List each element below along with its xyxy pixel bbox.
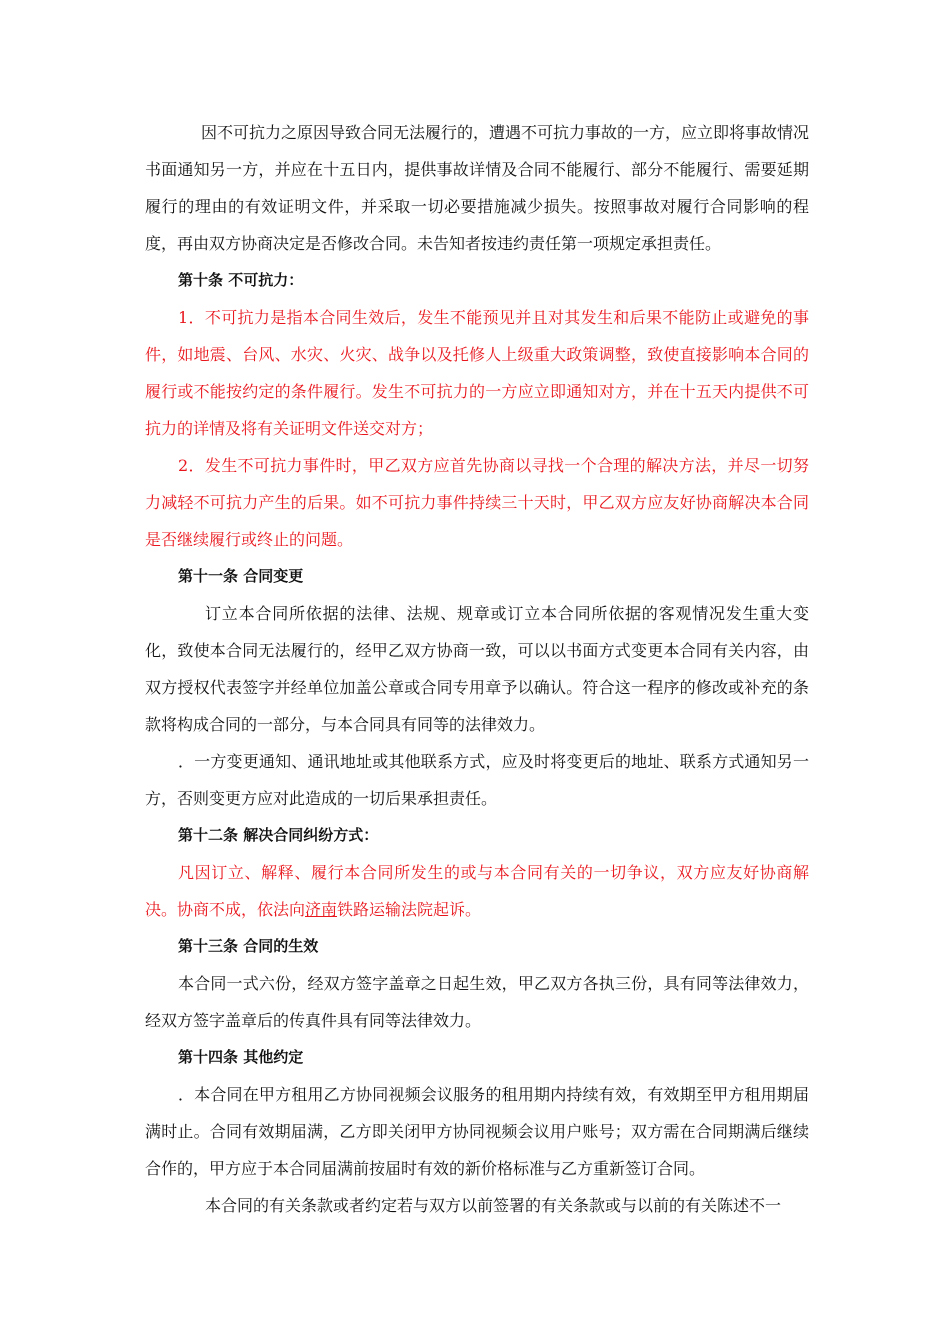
heading-article-14: 第十四条 其他约定 xyxy=(178,1048,304,1066)
heading-article-11: 第十一条 合同变更 xyxy=(178,567,304,585)
paragraph-article-11-item-2: ．一方变更通知、通讯地址或其他联系方式，应及时将变更后的地址、联系方式通知另一方，否则变更方应对此造成的一切后果承担责任。 xyxy=(145,752,809,808)
paragraph-article-10-item-2: 2．发生不可抗力事件时，甲乙双方应首先协商以寻找一个合理的解决方法，并尽一切努力减轻不可抗力产生的后果。如不可抗力事件持续三十天时，甲乙双方应友好协商解决本合同是否继续履行或终止的问题。 xyxy=(145,456,809,549)
heading-article-10: 第十条 不可抗力： xyxy=(178,271,304,289)
heading-article-12: 第十二条 解决合同纠纷方式： xyxy=(178,826,379,844)
document-body xyxy=(145,114,809,1224)
article-12-court-city: 济南 xyxy=(305,900,338,919)
paragraph-article-14-item-1: ．本合同在甲方租用乙方协同视频会议服务的租用期内持续有效，有效期至甲方租用期届满时止。合同有效期届满，乙方即关闭甲方协同视频会议用户账号；双方需在合同期满后继续合作的，甲方应于本合同届满前按届时有效的新价格标准与乙方重新签订合同。 xyxy=(145,1085,809,1178)
article-12-text-c: 铁路运输法院起诉。 xyxy=(337,900,482,919)
paragraph-article-14-item-2: 本合同的有关条款或者约定若与双方以前签署的有关条款或与以前的有关陈述不一 xyxy=(205,1196,782,1215)
paragraph-article-12 xyxy=(145,854,809,928)
paragraph-article-13: 本合同一式六份，经双方签字盖章之日起生效，甲乙双方各执三份，具有同等法律效力，经双方签字盖章后的传真件具有同等法律效力。 xyxy=(145,974,809,1030)
paragraph-article-10-item-1: 1．不可抗力是指本合同生效后，发生不能预见并且对其发生和后果不能防止或避免的事件，如地震、台风、水灾、火灾、战争以及托修人上级重大政策调整，致使直接影响本合同的履行或不能按约定的条件履行。发生不可抗力的一方应立即通知对方，并在十五天内提供不可抗力的详情及将有关证明文件送交对方； xyxy=(145,308,809,438)
heading-article-13: 第十三条 合同的生效 xyxy=(178,937,319,955)
paragraph-force-majeure-notice: 因不可抗力之原因导致合同无法履行的，遭遇不可抗力事故的一方，应立即将事故情况书面通知另一方，并应在十五日内，提供事故详情及合同不能履行、部分不能履行、需要延期履行的理由的有效证明文件，并采取一切必要措施减少损失。按照事故对履行合同影响的程度，再由双方协商决定是否修改合同。未告知者按违约责任第一项规定承担责任。 xyxy=(145,123,810,253)
paragraph-article-11-item-1: 订立本合同所依据的法律、法规、规章或订立本合同所依据的客观情况发生重大变化，致使本合同无法履行的，经甲乙双方协商一致，可以以书面方式变更本合同有关内容，由双方授权代表签字并经单位加盖公章或合同专用章予以确认。符合这一程序的修改或补充的条款将构成合同的一部分，与本合同具有同等的法律效力。 xyxy=(145,604,809,734)
article-12-text-a: 凡因订立、解释、履行本合同所发生的或与本合同有关的一切争议，双方应友好协商解决。协商不成，依法向 xyxy=(145,863,809,919)
